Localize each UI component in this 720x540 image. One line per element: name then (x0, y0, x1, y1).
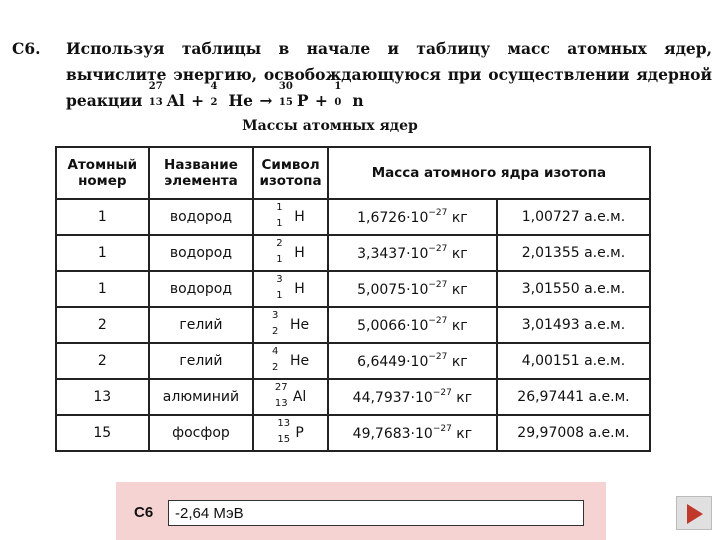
table-row (56, 271, 650, 307)
cell-mass-amu: 26,97441 а.е.м. (497, 379, 650, 415)
header-element-name: Название элемента (149, 147, 254, 199)
cell-element-name: водород (149, 235, 254, 271)
answer-field[interactable]: -2,64 МэВ (168, 500, 584, 526)
cell-mass-kg: $3,3437\cdot 10^{-27}$ кг (328, 235, 497, 271)
play-triangle-icon (687, 504, 703, 524)
cell-mass-kg: $5,0066\cdot 10^{-27}$ кг (328, 307, 497, 343)
cell-atomic-number: 13 (56, 379, 149, 415)
table-row (56, 379, 650, 415)
cell-isotope-symbol: 27 13 Al (253, 379, 328, 415)
cell-element-name: водород (149, 199, 254, 235)
cell-isotope-symbol: 1 1 H (253, 199, 328, 235)
cell-mass-kg: $49,7683\cdot 10^{-27}$ кг (328, 415, 497, 451)
nuclide-al: 27 13 Al (148, 81, 185, 110)
table-title: Массы атомных ядер (242, 118, 418, 134)
task-statement (12, 36, 712, 114)
cell-element-name: фосфор (149, 415, 254, 451)
cell-atomic-number: 1 (56, 235, 149, 271)
nuclide-he: 4 2 He (210, 81, 254, 110)
cell-isotope-symbol: 4 2 He (253, 343, 328, 379)
nuclide-n: 1 0 n (334, 81, 364, 110)
cell-mass-kg: $6,6449\cdot 10^{-27}$ кг (328, 343, 497, 379)
table-row (56, 199, 650, 235)
cell-atomic-number: 2 (56, 343, 149, 379)
cell-mass-kg: $44,7937\cdot 10^{-27}$ кг (328, 379, 497, 415)
answer-panel (116, 482, 606, 540)
cell-atomic-number: 1 (56, 199, 149, 235)
cell-mass-amu: 29,97008 а.е.м. (497, 415, 650, 451)
cell-isotope-symbol: 13 15 P (253, 415, 328, 451)
cell-mass-kg: $1,6726\cdot 10^{-27}$ кг (328, 199, 497, 235)
cell-mass-amu: 3,01550 а.е.м. (497, 271, 650, 307)
table-row (56, 415, 650, 451)
cell-element-name: гелий (149, 343, 254, 379)
cell-element-name: алюминий (149, 379, 254, 415)
cell-mass-amu: 1,00727 а.е.м. (497, 199, 650, 235)
header-nuclear-mass: Масса атомного ядра изотопа (328, 147, 650, 199)
cell-atomic-number: 1 (56, 271, 149, 307)
table-row (56, 235, 650, 271)
cell-mass-amu: 4,00151 а.е.м. (497, 343, 650, 379)
answer-label: C6 (134, 504, 154, 521)
reaction-equation (148, 81, 365, 110)
plus-sign: + (314, 91, 328, 110)
nuclear-mass-table (55, 146, 651, 452)
header-isotope-symbol: Символ изотопа (253, 147, 328, 199)
task-number: C6. (12, 39, 41, 58)
next-slide-button[interactable] (676, 496, 712, 530)
table-header-row (56, 147, 650, 199)
cell-isotope-symbol: 3 2 He (253, 307, 328, 343)
arrow-icon: → (259, 91, 273, 110)
task-text: Используя таблицы в начале и таблицу масс атомных ядер, вычислите энергию, освобождающуюся при осуществлении ядерной реакции (66, 39, 712, 110)
cell-element-name: водород (149, 271, 254, 307)
nuclide-p: 30 15 P (278, 81, 309, 110)
cell-isotope-symbol: 2 1 H (253, 235, 328, 271)
cell-atomic-number: 2 (56, 307, 149, 343)
table-row (56, 307, 650, 343)
cell-mass-amu: 2,01355 а.е.м. (497, 235, 650, 271)
cell-isotope-symbol: 3 1 H (253, 271, 328, 307)
plus-sign: + (191, 91, 205, 110)
cell-element-name: гелий (149, 307, 254, 343)
cell-atomic-number: 15 (56, 415, 149, 451)
table-row (56, 343, 650, 379)
cell-mass-kg: $5,0075\cdot 10^{-27}$ кг (328, 271, 497, 307)
header-atomic-number: Атомный номер (56, 147, 149, 199)
cell-mass-amu: 3,01493 а.е.м. (497, 307, 650, 343)
